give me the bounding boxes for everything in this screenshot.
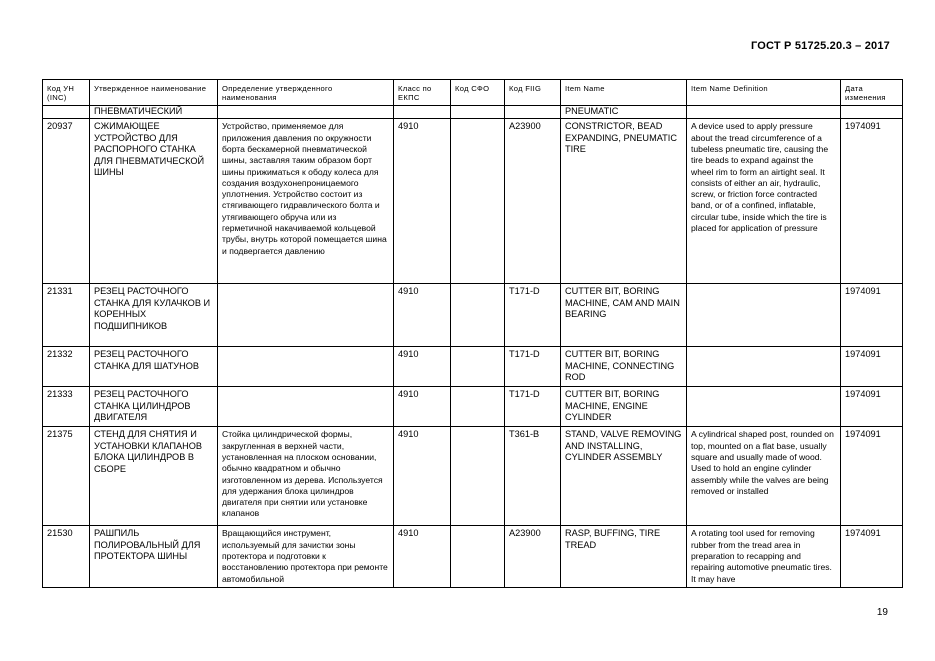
cell-name-ru: РАШПИЛЬ ПОЛИРОВАЛЬНЫЙ ДЛЯ ПРОТЕКТОРА ШИНЫ	[90, 526, 218, 587]
header-date: Дата изменения	[841, 80, 903, 106]
cell-item-def	[687, 106, 841, 119]
table-row	[43, 284, 903, 347]
header-fiig: Код FIIG	[505, 80, 561, 106]
cell-inc: 20937	[43, 119, 90, 284]
cell-class: 4910	[394, 387, 451, 427]
header-class: Класс по ЕКПС	[394, 80, 451, 106]
cell-item-name: CUTTER BIT, BORING MACHINE, CONNECTING ROD	[561, 347, 687, 387]
cell-name-ru: ПНЕВМАТИЧЕСКИЙ	[90, 106, 218, 119]
cell-item-name: STAND, VALVE REMOVING AND INSTALLING, CYLINDER ASSEMBLY	[561, 427, 687, 526]
cell-date	[841, 106, 903, 119]
cell-sfo	[451, 526, 505, 587]
cell-def-ru	[218, 347, 394, 387]
table-row	[43, 347, 903, 387]
cell-inc: 21332	[43, 347, 90, 387]
cell-item-def: A cylindrical shaped post, rounded on top, mounted on a flat base, usually square and usually made of wood. Used to hold an engine cylinder assembly while the valves are being removed or installed	[687, 427, 841, 526]
cell-sfo	[451, 347, 505, 387]
table-row	[43, 526, 903, 587]
header-name-ru: Утвержденное наименование	[90, 80, 218, 106]
cell-class: 4910	[394, 526, 451, 587]
cell-def-ru	[218, 387, 394, 427]
cell-fiig	[505, 106, 561, 119]
cell-name-ru: СЖИМАЮЩЕЕ УСТРОЙСТВО ДЛЯ РАСПОРНОГО СТАНКА ДЛЯ ПНЕВМАТИЧЕСКОЙ ШИНЫ	[90, 119, 218, 284]
cell-name-ru: РЕЗЕЦ РАСТОЧНОГО СТАНКА ДЛЯ КУЛАЧКОВ И КОРЕННЫХ ПОДШИПНИКОВ	[90, 284, 218, 347]
cell-fiig: A23900	[505, 526, 561, 587]
cell-name-ru: РЕЗЕЦ РАСТОЧНОГО СТАНКА ДЛЯ ШАТУНОВ	[90, 347, 218, 387]
cell-name-ru: СТЕНД ДЛЯ СНЯТИЯ И УСТАНОВКИ КЛАПАНОВ БЛОКА ЦИЛИНДРОВ В СБОРЕ	[90, 427, 218, 526]
table-header-row	[43, 80, 903, 106]
cell-def-ru: Вращающийся инструмент, используемый для зачистки зоны протектора и подготовки к восстановлению протектора при ремонте автомобильной	[218, 526, 394, 587]
cell-fiig: T171-D	[505, 387, 561, 427]
cell-sfo	[451, 284, 505, 347]
cell-inc	[43, 106, 90, 119]
cell-fiig: T361-B	[505, 427, 561, 526]
header-inc: Код УН (INC)	[43, 80, 90, 106]
table-row-continued	[43, 106, 903, 119]
cell-inc: 21530	[43, 526, 90, 587]
cell-item-def: A rotating tool used for removing rubber from the tread area in preparation to recapping and repairing automotive pneumatic tires. It may have	[687, 526, 841, 587]
table-row	[43, 119, 903, 284]
cell-sfo	[451, 427, 505, 526]
cell-date: 1974091	[841, 284, 903, 347]
cell-item-def	[687, 387, 841, 427]
cell-item-def: A device used to apply pressure about the tread circumference of a tubeless pneumatic tire, causing the tire beads to expand against the wheel rim to form an airtight seal. It consists of either an air, hydraulic, screw, or friction force contracted band, or of a confined, inflatable, circular tube, inside which the tire is placed for application of pressure	[687, 119, 841, 284]
cell-sfo	[451, 387, 505, 427]
cell-sfo	[451, 119, 505, 284]
header-item-def: Item Name Definition	[687, 80, 841, 106]
cell-class: 4910	[394, 284, 451, 347]
cell-date: 1974091	[841, 347, 903, 387]
cell-item-name: RASP, BUFFING, TIRE TREAD	[561, 526, 687, 587]
cell-sfo	[451, 106, 505, 119]
cell-item-name: CUTTER BIT, BORING MACHINE, CAM AND MAIN BEARING	[561, 284, 687, 347]
table-row	[43, 387, 903, 427]
header-def-ru: Определение утвержденного наименования	[218, 80, 394, 106]
page-number: 19	[876, 607, 888, 618]
cell-fiig: A23900	[505, 119, 561, 284]
cell-class	[394, 106, 451, 119]
cell-date: 1974091	[841, 387, 903, 427]
cell-name-ru: РЕЗЕЦ РАСТОЧНОГО СТАНКА ЦИЛИНДРОВ ДВИГАТЕЛЯ	[90, 387, 218, 427]
cell-date: 1974091	[841, 526, 903, 587]
cell-item-def	[687, 347, 841, 387]
header-sfo: Код СФО	[451, 80, 505, 106]
cell-item-name: CONSTRICTOR, BEAD EXPANDING, PNEUMATIC TIRE	[561, 119, 687, 284]
cell-inc: 21333	[43, 387, 90, 427]
cell-class: 4910	[394, 427, 451, 526]
cell-inc: 21375	[43, 427, 90, 526]
cell-class: 4910	[394, 347, 451, 387]
header-item-name: Item Name	[561, 80, 687, 106]
cell-item-name: PNEUMATIC	[561, 106, 687, 119]
cell-def-ru: Стойка цилиндрической формы, закругленная в верхней части, установленная на плоском основании, обычно квадратном и обычно изготовленном из дерева. Используется для удержания блока цилиндров двигателя при снятии или установке клапанов	[218, 427, 394, 526]
cell-date: 1974091	[841, 119, 903, 284]
document-code: ГОСТ Р 51725.20.3 – 2017	[750, 40, 890, 52]
cell-item-def	[687, 284, 841, 347]
cell-def-ru	[218, 284, 394, 347]
cell-def-ru: Устройство, применяемое для приложения давления по окружности борта бескамерной пневматической шины, заставляя таким образом борт шины прижиматься к ободу колеса для создания воздухонепроницаемого уплотнения. Устройство состоит из стягивающего гидравлического болта и утягивающего обруча или из герметичной накачиваемой кольцевой трубы, внутрь которой помещается шина и подвергается давлению	[218, 119, 394, 284]
cell-inc: 21331	[43, 284, 90, 347]
cell-date: 1974091	[841, 427, 903, 526]
cell-item-name: CUTTER BIT, BORING MACHINE, ENGINE CYLINDER	[561, 387, 687, 427]
table-row	[43, 427, 903, 526]
cell-fiig: T171-D	[505, 284, 561, 347]
cell-class: 4910	[394, 119, 451, 284]
nomenclature-table	[42, 79, 903, 588]
cell-def-ru	[218, 106, 394, 119]
cell-fiig: T171-D	[505, 347, 561, 387]
